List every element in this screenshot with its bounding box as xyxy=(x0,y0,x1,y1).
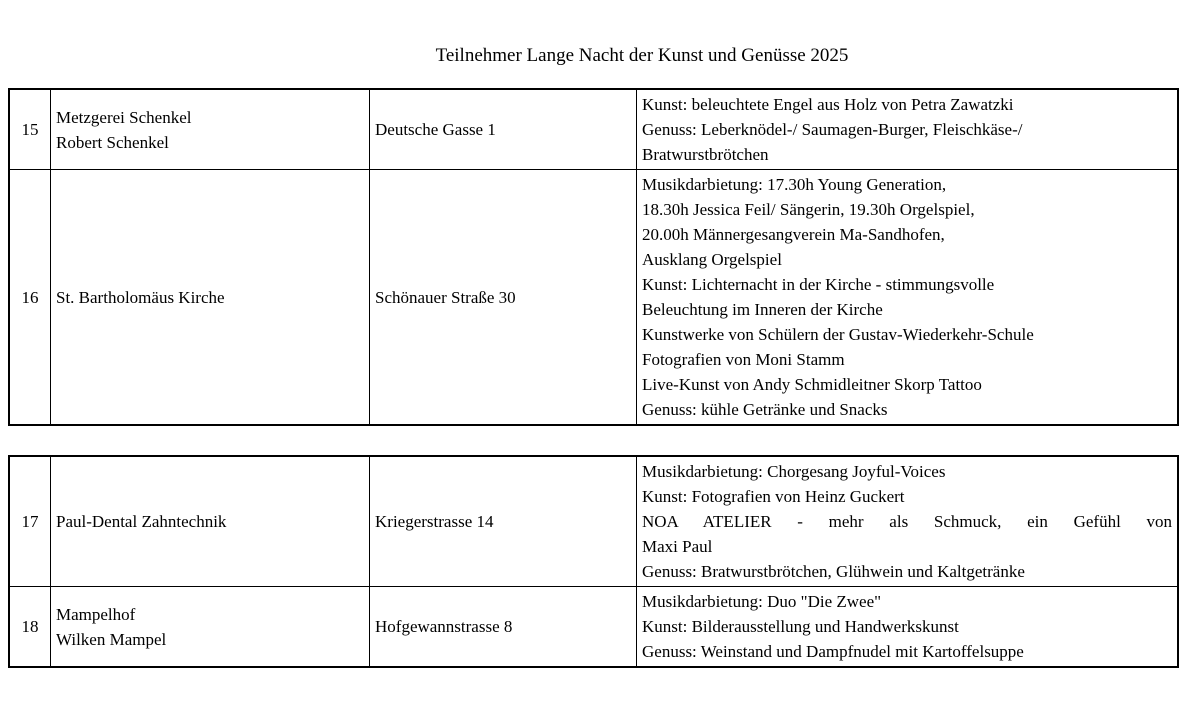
text-line: Fotografien von Moni Stamm xyxy=(642,350,845,369)
text-line: Mampelhof xyxy=(56,604,136,624)
participant-address-cell: Schönauer Straße 30 xyxy=(370,170,637,426)
participant-name-cell xyxy=(51,170,370,426)
text-line: Live-Kunst von Andy Schmidleitner Skorp Tattoo xyxy=(642,375,982,394)
text-line: Metzgerei Schenkel xyxy=(56,107,192,127)
text-line: Kunst: Bilderausstellung und Handwerkskunst xyxy=(642,617,959,636)
text-line: Paul-Dental Zahntechnik xyxy=(56,512,227,531)
table-row xyxy=(9,89,1178,170)
text-line: Kunstwerke von Schülern der Gustav-Wiederkehr-Schule xyxy=(642,325,1034,344)
participant-details-cell xyxy=(637,89,1179,170)
participant-number-cell: 18 xyxy=(9,587,51,668)
table-row xyxy=(9,456,1178,587)
participant-name-cell xyxy=(51,587,370,668)
text-line: Kunst: beleuchtete Engel aus Holz von Petra Zawatzki xyxy=(642,95,1014,114)
participants-table-upper-body xyxy=(9,89,1178,425)
participants-table-upper xyxy=(8,88,1179,426)
text-line: NOA ATELIER - mehr als Schmuck, ein Gefühl von xyxy=(642,512,1172,531)
participant-number-cell: 17 xyxy=(9,456,51,587)
text-line: 18.30h Jessica Feil/ Sängerin, 19.30h Orgelspiel, xyxy=(642,200,975,219)
text-line: Genuss: Leberknödel-/ Saumagen-Burger, Fleischkäse-/ xyxy=(642,120,1023,139)
participant-number-cell: 16 xyxy=(9,170,51,426)
participant-address-cell: Kriegerstrasse 14 xyxy=(370,456,637,587)
text-line: Maxi Paul xyxy=(642,537,713,556)
text-line: Genuss: Bratwurstbrötchen, Glühwein und Kaltgetränke xyxy=(642,562,1025,581)
participant-number-cell: 15 xyxy=(9,89,51,170)
participant-details-cell xyxy=(637,170,1179,426)
text-line: Beleuchtung im Inneren der Kirche xyxy=(642,300,883,319)
participant-address-cell: Hofgewannstrasse 8 xyxy=(370,587,637,668)
text-line: 20.00h Männergesangverein Ma-Sandhofen, xyxy=(642,225,945,244)
text-line: Genuss: kühle Getränke und Snacks xyxy=(642,400,888,419)
participant-name-cell xyxy=(51,456,370,587)
text-line: Kunst: Fotografien von Heinz Guckert xyxy=(642,487,905,506)
text-line: Wilken Mampel xyxy=(56,629,167,649)
text-line: Robert Schenkel xyxy=(56,132,169,152)
participant-name-cell xyxy=(51,89,370,170)
participants-table-lower xyxy=(8,455,1179,668)
text-line: Ausklang Orgelspiel xyxy=(642,250,782,269)
document-title: Teilnehmer Lange Nacht der Kunst und Genüsse 2025 xyxy=(435,45,849,66)
text-line: Bratwurstbrötchen xyxy=(642,145,769,164)
text-line: Musikdarbietung: Duo "Die Zwee" xyxy=(642,592,882,611)
text-line: St. Bartholomäus Kirche xyxy=(56,287,225,307)
text-line: Kunst: Lichternacht in der Kirche - stimmungsvolle xyxy=(642,275,995,294)
participant-details-cell xyxy=(637,587,1179,668)
participants-table-lower-body xyxy=(9,456,1178,667)
text-line: Genuss: Weinstand und Dampfnudel mit Kartoffelsuppe xyxy=(642,642,1024,661)
table-row xyxy=(9,170,1178,426)
participant-address-cell: Deutsche Gasse 1 xyxy=(370,89,637,170)
text-line: Musikdarbietung: 17.30h Young Generation, xyxy=(642,175,947,194)
table-row xyxy=(9,587,1178,668)
participant-details-cell xyxy=(637,456,1179,587)
text-line: Musikdarbietung: Chorgesang Joyful-Voices xyxy=(642,462,946,481)
